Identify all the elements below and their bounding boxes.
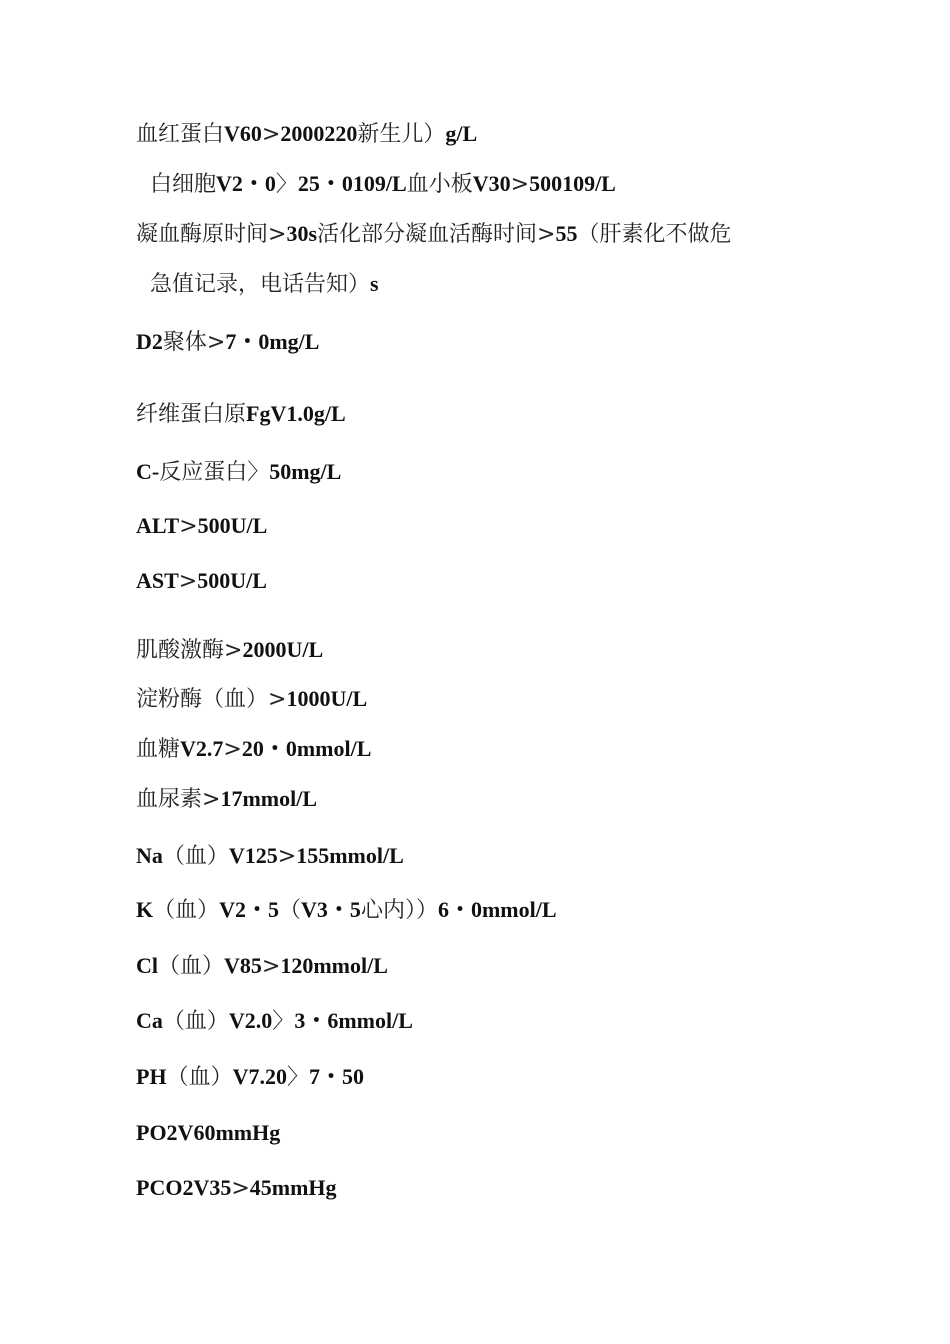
text-line-alt: ALT>500U/L	[136, 513, 268, 539]
text-line-calcium: Ca（血）V2.0〉3・6mmol/L	[136, 1008, 413, 1034]
text-line-amylase: 淀粉酶（血）>1000U/L	[136, 686, 368, 712]
text-line-po2: PO2V60mmHg	[136, 1120, 281, 1145]
text-line-pco2: PCO2V35>45mmHg	[136, 1175, 337, 1201]
text-line-coagulation-note: 急值记录，电话告知）s	[150, 271, 379, 297]
text-line-potassium: K（血）V2・5（V3・5心内））6・0mmol/L	[136, 897, 557, 923]
text-line-d2-dimer: D2聚体>7・0mg/L	[136, 329, 320, 355]
text-line-crp: C-反应蛋白〉50mg/L	[136, 459, 342, 485]
text-line-urea: 血尿素>17mmol/L	[136, 786, 317, 812]
text-line-ast: AST>500U/L	[136, 568, 267, 594]
text-line-hemoglobin: 血红蛋白V60>2000220新生儿）g/L	[136, 121, 478, 147]
text-line-glucose: 血糖V2.7>20・0mmol/L	[136, 736, 372, 762]
text-line-chloride: Cl（血）V85>120mmol/L	[136, 953, 388, 979]
text-line-ph: PH（血）V7.20〉7・50	[136, 1064, 364, 1090]
text-line-coagulation: 凝血酶原时间>30s活化部分凝血活酶时间>55（肝素化不做危	[136, 221, 732, 247]
text-line-fibrinogen: 纤维蛋白原FgV1.0g/L	[136, 401, 346, 427]
text-line-wbc-platelet: 白细胞V2・0〉25・0109/L血小板V30>500109/L	[150, 171, 616, 197]
text-line-sodium: Na（血）V125>155mmol/L	[136, 843, 404, 869]
text-line-creatine-kinase: 肌酸激酶>2000U/L	[136, 637, 324, 663]
